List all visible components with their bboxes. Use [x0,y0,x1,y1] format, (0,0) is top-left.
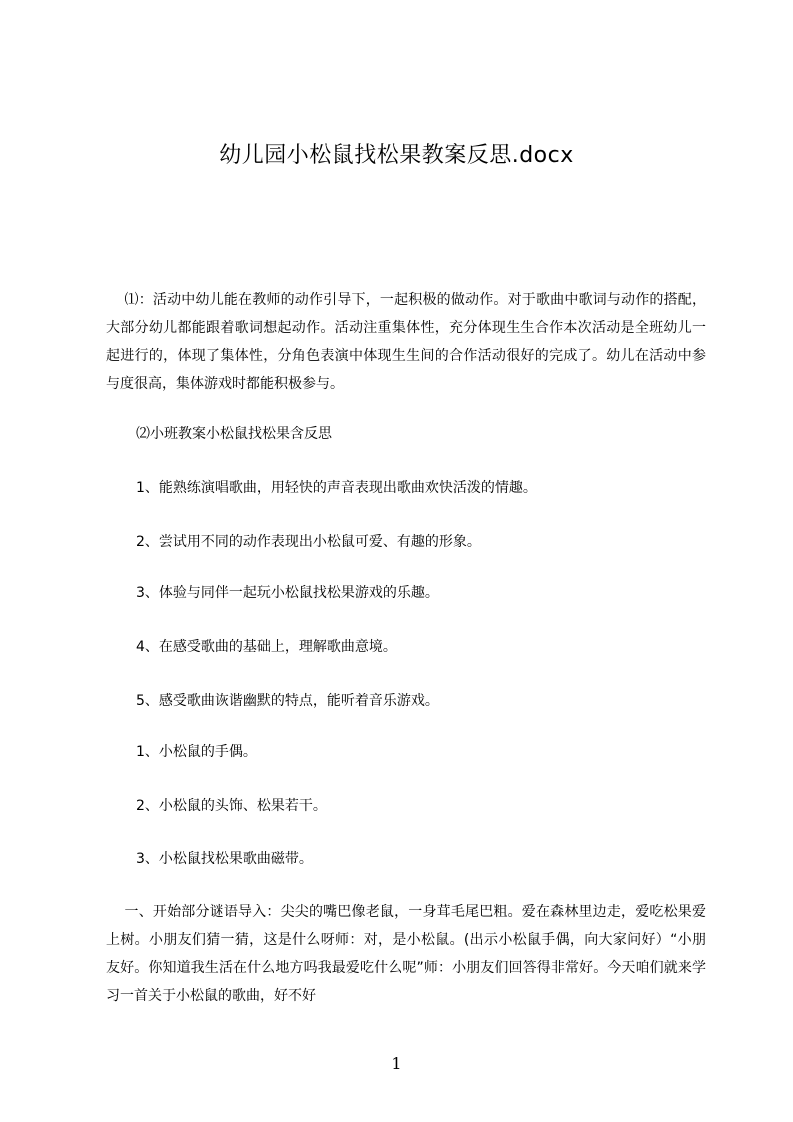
section-heading: ⑵小班教案小松鼠找松果含反思 [136,426,332,442]
material-item: 2、小松鼠的头饰、松果若干。 [136,798,327,814]
material-item: 1、小松鼠的手偶。 [136,744,257,760]
goal-item: 5、感受歌曲诙谐幽默的特点，能听着音乐游戏。 [136,693,439,709]
goal-item: 4、在感受歌曲的基础上，理解歌曲意境。 [136,639,397,655]
goal-item: 3、体验与同伴一起玩小松鼠找松果游戏的乐趣。 [136,585,439,601]
goal-item: 1、能熟练演唱歌曲，用轻快的声音表现出歌曲欢快活泼的情趣。 [136,480,537,496]
material-item: 3、小松鼠找松果歌曲磁带。 [136,851,313,867]
reflection-paragraph: ⑴：活动中幼儿能在教师的动作引导下，一起积极的做动作。对于歌曲中歌词与动作的搭配，大部分幼儿都能跟着歌词想起动作。活动注重集体性，充分体现生生合作本次活动是全班幼儿一起进行的，体现了集体性，分角色表演中体现生生间的合作活动很好的完成了。幼儿在活动中参与度很高，集体游戏时都能积极参与。 [106,292,706,392]
activity-paragraph: 一、开始部分谜语导入：尖尖的嘴巴像老鼠，一身茸毛尾巴粗。爱在森林里边走，爱吃松果爱上树。小朋友们猜一猜，这是什么呀师：对，是小松鼠。(出示小松鼠手偶，向大家问好）“小朋友好。你知道我生活在什么地方吗我最爱吃什么呢”师：小朋友们回答得非常好。今天咱们就来学习一首关于小松鼠的歌曲，好不好 [106,904,706,1004]
page-number: 1 [391,1054,402,1073]
goal-item: 2、尝试用不同的动作表现出小松鼠可爱、有趣的形象。 [136,534,481,550]
document-title: 幼儿园小松鼠找松果教案反思.docx [219,143,574,168]
